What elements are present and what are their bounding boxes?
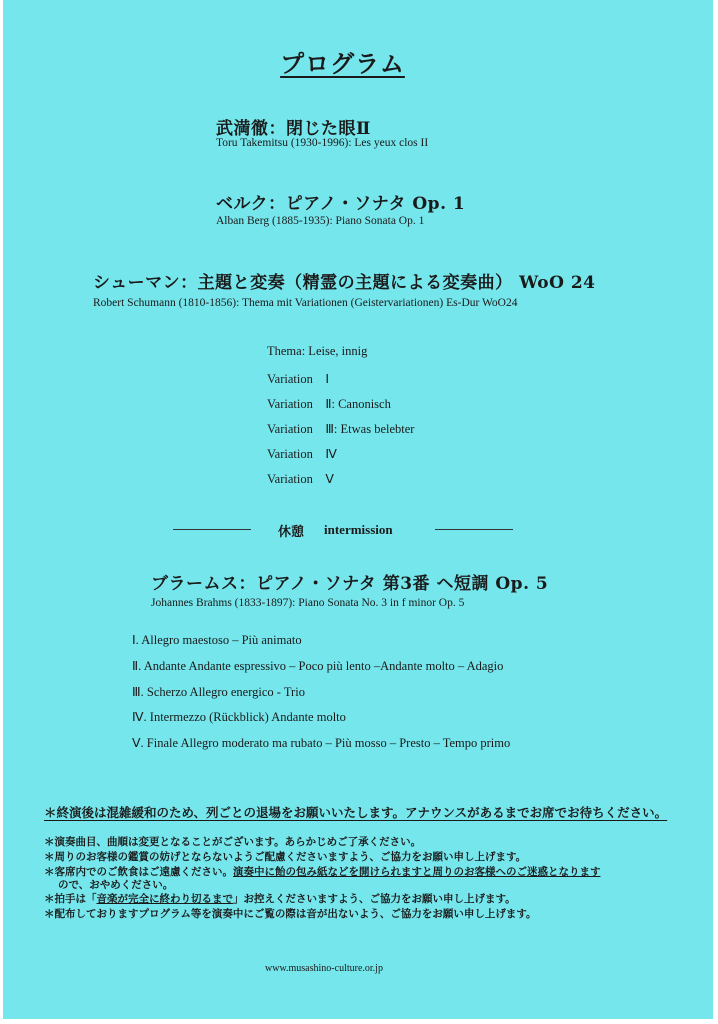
footer-url[interactable]: www.musashino-culture.or.jp <box>265 963 383 974</box>
schumann-movement: Variation Ⅴ <box>267 472 334 486</box>
brahms-movement: Ⅱ. Andante Andante espressivo – Poco più lento –Andante molto – Adagio <box>132 659 504 673</box>
schumann-movement: Variation Ⅲ: Etwas belebter <box>267 422 415 436</box>
intermission-en: intermission <box>324 522 393 537</box>
brahms-movement: Ⅲ. Scherzo Allegro energico - Trio <box>132 685 305 699</box>
intermission-divider-left <box>173 529 251 530</box>
piece-heading-brahms: ブラームス：ピアノ・ソナタ 第3番 ヘ短調 Op. 5 <box>151 574 549 594</box>
note-program-change: ＊演奏曲目、曲順は変更となることがございます。あらかじめご了承ください。 <box>44 836 422 848</box>
piece-sub-takemitsu: Toru Takemitsu (1930-1996): Les yeux clos II <box>216 137 429 149</box>
intermission-divider-right <box>435 529 513 530</box>
piece-sub-schumann: Robert Schumann (1810-1856): Thema mit Variationen (Geistervariationen) Es-Dur WoO24 <box>93 297 518 309</box>
note-food-drink-cont: ので、おやめください。 <box>58 879 174 891</box>
piece-heading-takemitsu: 武満徹：閉じた眼Ⅱ <box>216 119 371 139</box>
schumann-movement: Variation Ⅳ <box>267 447 337 461</box>
brahms-movement: Ⅰ. Allegro maestoso – Più animato <box>132 633 302 647</box>
note-applause-pre: ＊拍手は「 <box>44 893 97 905</box>
note-applause-post: 」お控えくださいますよう、ご協力をお願い申し上げます。 <box>233 893 516 905</box>
piece-sub-berg: Alban Berg (1885-1935): Piano Sonata Op. 1 <box>216 215 425 227</box>
note-candy-wrapper: 演奏中に飴の包み紙などを開けられますと周りのお客様へのご迷惑となります <box>233 866 601 878</box>
schumann-movement: Variation Ⅱ: Canonisch <box>267 397 391 411</box>
piece-heading-berg: ベルク：ピアノ・ソナタ Op. 1 <box>216 194 466 214</box>
schumann-movement: Variation Ⅰ <box>267 372 330 386</box>
brahms-movement: Ⅴ. Finale Allegro moderato ma rubato – Più mosso – Presto – Tempo primo <box>132 736 511 750</box>
page-title: プログラム <box>280 49 405 78</box>
exit-notice: ＊終演後は混雑緩和のため、列ごとの退場をお願いいたします。アナウンスがあるまでお席でお待ちください。 <box>44 805 668 820</box>
schumann-movement: Thema: Leise, innig <box>267 344 368 358</box>
note-consideration: ＊周りのお客様の鑑賞の妨げとならないようご配慮くださいますよう、ご協力をお願い申し上げます。 <box>44 851 527 863</box>
brahms-movement: Ⅳ. Intermezzo (Rückblick) Andante molto <box>132 710 346 724</box>
note-applause <box>44 893 516 906</box>
note-applause-emph: 音楽が完全に終わり切るまで <box>96 893 233 905</box>
intermission-jp: 休憩 <box>278 525 305 540</box>
note-food-drink-text: ＊客席内でのご飲食はご遠慮ください。 <box>44 866 233 878</box>
piece-heading-schumann: シューマン：主題と変奏（精霊の主題による変奏曲） WoO 24 <box>93 273 596 293</box>
piece-sub-brahms: Johannes Brahms (1833-1897): Piano Sonata No. 3 in f minor Op. 5 <box>151 597 465 609</box>
note-program-sound: ＊配布しておりますプログラム等を演奏中にご覧の際は音が出ないよう、ご協力をお願い申し上げます。 <box>44 908 537 920</box>
note-food-drink <box>44 866 601 879</box>
